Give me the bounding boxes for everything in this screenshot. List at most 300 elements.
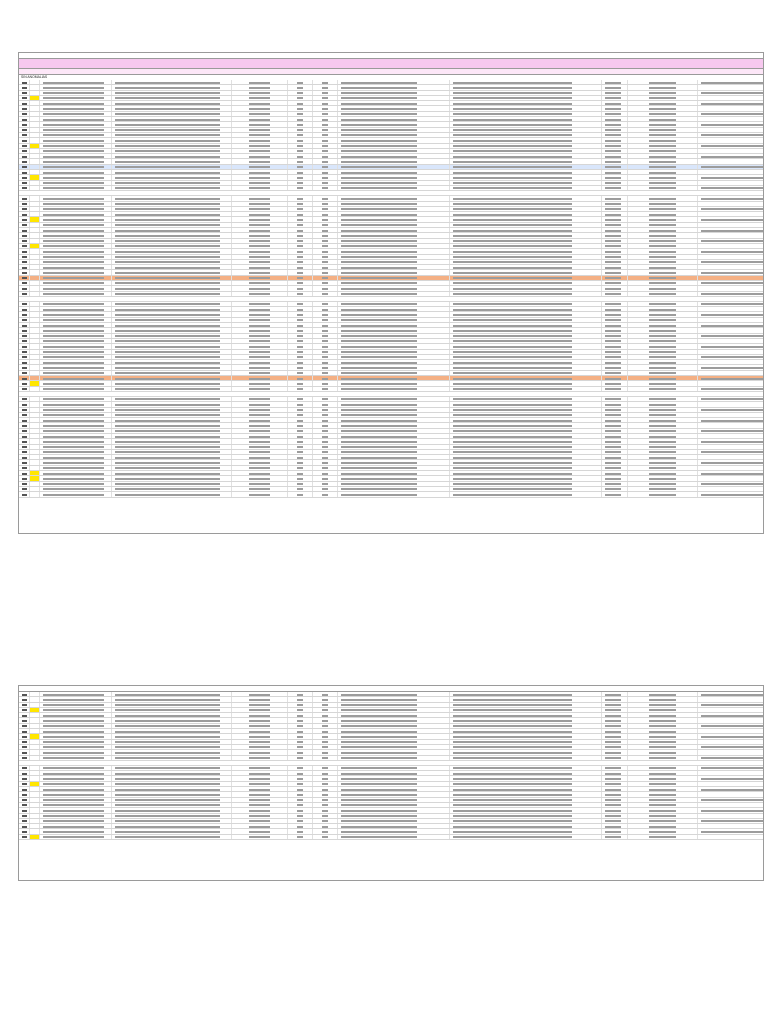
cell-grade [288,244,313,248]
cell-tutor [628,80,698,84]
cell-curp [112,112,232,116]
cell-tutor [628,328,698,332]
cell-grade [288,170,313,174]
cell-sex [232,418,288,422]
cell-num [19,202,30,206]
cell-group [313,829,338,833]
cell-flag [30,96,40,100]
cell-tutor [628,713,698,717]
cell-sex [232,117,288,121]
cell-group [313,312,338,316]
cell-cp [602,835,628,839]
cell-num [19,734,30,738]
cell-guardian [338,814,450,818]
cell-num [19,286,30,290]
cell-cp [602,339,628,343]
cell-cp [602,724,628,728]
cell-cp [602,144,628,148]
cell-name [40,829,112,833]
cell-grade [288,756,313,760]
cell-tutor [628,101,698,105]
cell-flag [30,159,40,163]
cell-grade [288,718,313,722]
cell-tutor [628,106,698,110]
cell-flag [30,196,40,200]
cell-num [19,376,30,380]
cell-contacts [698,819,768,823]
cell-flag [30,771,40,775]
cell-guardian-full [450,487,602,491]
cell-grade [288,434,313,438]
cell-contacts [698,360,768,364]
cell-tutor [628,434,698,438]
cell-contacts [698,344,768,348]
cell-flag [30,750,40,754]
cell-name [40,244,112,248]
cell-sex [232,276,288,280]
cell-guardian-full [450,713,602,717]
cell-cp [602,787,628,791]
cell-guardian-full [450,312,602,316]
cell-contacts [698,255,768,259]
cell-curp [112,312,232,316]
cell-guardian-full [450,186,602,190]
cell-group [313,181,338,185]
cell-name [40,312,112,316]
cell-flag [30,228,40,232]
cell-sex [232,771,288,775]
cell-grade [288,307,313,311]
cell-cp [602,829,628,833]
cell-sex [232,718,288,722]
cell-num [19,365,30,369]
cell-sex [232,334,288,338]
cell-guardian [338,318,450,322]
cell-group [313,328,338,332]
cell-contacts [698,482,768,486]
cell-curp [112,276,232,280]
cell-curp [112,207,232,211]
cell-flag [30,787,40,791]
cell-tutor [628,344,698,348]
cell-contacts [698,824,768,828]
cell-cp [602,334,628,338]
cell-grade [288,429,313,433]
cell-grade [288,460,313,464]
cell-group [313,740,338,744]
cell-cp [602,318,628,322]
cell-flag [30,334,40,338]
cell-curp [112,144,232,148]
cell-name [40,713,112,717]
cell-curp [112,138,232,142]
cell-guardian [338,249,450,253]
cell-sex [232,149,288,153]
cell-cp [602,175,628,179]
cell-name [40,170,112,174]
cell-flag [30,471,40,475]
cell-group [313,835,338,839]
cell-curp [112,766,232,770]
cell-grade [288,776,313,780]
cell-grade [288,397,313,401]
cell-sex [232,133,288,137]
cell-group [313,112,338,116]
cell-guardian [338,165,450,169]
cell-sex [232,402,288,406]
table-row [19,835,763,840]
cell-cp [602,276,628,280]
cell-guardian-full [450,350,602,354]
cell-group [313,270,338,274]
cell-grade [288,149,313,153]
cell-cp [602,302,628,306]
cell-num [19,476,30,480]
cell-sex [232,408,288,412]
cell-tutor [628,233,698,237]
cell-group [313,196,338,200]
cell-guardian [338,734,450,738]
cell-guardian [338,445,450,449]
cell-name [40,96,112,100]
cell-contacts [698,286,768,290]
cell-group [313,455,338,459]
cell-sex [232,339,288,343]
cell-cp [602,260,628,264]
cell-name [40,697,112,701]
cell-guardian-full [450,328,602,332]
cell-grade [288,487,313,491]
cell-flag [30,476,40,480]
cell-guardian [338,138,450,142]
cell-guardian-full [450,835,602,839]
cell-group [313,101,338,105]
cell-name [40,729,112,733]
cell-cp [602,418,628,422]
cell-name [40,734,112,738]
cell-contacts [698,471,768,475]
cell-name [40,476,112,480]
cell-curp [112,202,232,206]
cell-contacts [698,281,768,285]
cell-name [40,207,112,211]
cell-num [19,228,30,232]
cell-grade [288,734,313,738]
cell-guardian [338,429,450,433]
cell-num [19,302,30,306]
cell-name [40,223,112,227]
cell-name [40,724,112,728]
cell-name [40,233,112,237]
cell-sex [232,740,288,744]
cell-guardian-full [450,249,602,253]
cell-flag [30,202,40,206]
cell-guardian-full [450,408,602,412]
cell-flag [30,803,40,807]
cell-tutor [628,117,698,121]
cell-grade [288,466,313,470]
cell-num [19,80,30,84]
cell-guardian-full [450,101,602,105]
cell-cp [602,798,628,802]
cell-contacts [698,750,768,754]
cell-cp [602,450,628,454]
cell-num [19,344,30,348]
cell-group [313,244,338,248]
cell-guardian [338,413,450,417]
cell-contacts [698,302,768,306]
cell-guardian-full [450,117,602,121]
cell-cp [602,460,628,464]
cell-tutor [628,85,698,89]
cell-grade [288,803,313,807]
cell-sex [232,212,288,216]
cell-curp [112,803,232,807]
cell-name [40,776,112,780]
cell-name [40,466,112,470]
cell-flag [30,144,40,148]
cell-contacts [698,455,768,459]
cell-name [40,122,112,126]
cell-curp [112,455,232,459]
cell-guardian-full [450,355,602,359]
cell-sex [232,835,288,839]
cell-guardian-full [450,423,602,427]
cell-flag [30,376,40,380]
cell-tutor [628,808,698,812]
cell-num [19,85,30,89]
cell-grade [288,782,313,786]
cell-flag [30,292,40,296]
cell-grade [288,312,313,316]
cell-num [19,819,30,823]
cell-tutor [628,249,698,253]
cell-curp [112,729,232,733]
cell-guardian [338,212,450,216]
cell-guardian-full [450,776,602,780]
cell-tutor [628,771,698,775]
cell-group [313,186,338,190]
cell-name [40,792,112,796]
cell-grade [288,265,313,269]
cell-tutor [628,207,698,211]
cell-flag [30,106,40,110]
cell-num [19,745,30,749]
cell-cp [602,466,628,470]
cell-flag [30,312,40,316]
cell-sex [232,824,288,828]
cell-sex [232,766,288,770]
cell-group [313,96,338,100]
cell-sex [232,307,288,311]
cell-curp [112,360,232,364]
cell-curp [112,792,232,796]
cell-guardian-full [450,402,602,406]
cell-grade [288,402,313,406]
cell-contacts [698,371,768,375]
cell-flag [30,418,40,422]
cell-num [19,803,30,807]
cell-num [19,175,30,179]
cell-name [40,165,112,169]
cell-guardian [338,708,450,712]
cell-curp [112,244,232,248]
cell-contacts [698,829,768,833]
cell-guardian [338,101,450,105]
cell-group [313,476,338,480]
cell-num [19,408,30,412]
cell-guardian [338,371,450,375]
cell-curp [112,106,232,110]
cell-name [40,798,112,802]
cell-curp [112,445,232,449]
cell-num [19,128,30,132]
cell-tutor [628,423,698,427]
cell-name [40,455,112,459]
cell-flag [30,112,40,116]
cell-sex [232,154,288,158]
cell-num [19,223,30,227]
cell-tutor [628,170,698,174]
cell-guardian [338,265,450,269]
cell-contacts [698,91,768,95]
cell-name [40,350,112,354]
cell-guardian-full [450,318,602,322]
cell-curp [112,323,232,327]
cell-cp [602,344,628,348]
cell-contacts [698,476,768,480]
cell-num [19,724,30,728]
cell-flag [30,212,40,216]
cell-num [19,165,30,169]
table-row [19,492,763,497]
cell-grade [288,101,313,105]
cell-tutor [628,724,698,728]
cell-cp [602,792,628,796]
cell-tutor [628,750,698,754]
cell-sex [232,217,288,221]
cell-name [40,302,112,306]
cell-group [313,766,338,770]
cell-guardian [338,365,450,369]
cell-sex [232,128,288,132]
cell-guardian [338,798,450,802]
cell-guardian-full [450,450,602,454]
cell-name [40,718,112,722]
cell-num [19,360,30,364]
cell-guardian [338,713,450,717]
cell-guardian [338,476,450,480]
cell-sex [232,450,288,454]
cell-flag [30,255,40,259]
cell-tutor [628,798,698,802]
cell-tutor [628,281,698,285]
cell-sex [232,165,288,169]
cell-guardian [338,824,450,828]
cell-flag [30,365,40,369]
cell-grade [288,96,313,100]
cell-num [19,249,30,253]
cell-contacts [698,101,768,105]
cell-curp [112,181,232,185]
cell-guardian [338,328,450,332]
cell-tutor [628,450,698,454]
cell-guardian-full [450,482,602,486]
cell-guardian [338,228,450,232]
cell-cp [602,138,628,142]
cell-name [40,80,112,84]
cell-group [313,697,338,701]
cell-cp [602,397,628,401]
cell-tutor [628,466,698,470]
cell-tutor [628,387,698,391]
cell-sex [232,244,288,248]
cell-grade [288,835,313,839]
cell-guardian [338,776,450,780]
cell-group [313,339,338,343]
cell-flag [30,355,40,359]
cell-name [40,260,112,264]
cell-guardian [338,381,450,385]
cell-group [313,233,338,237]
cell-guardian [338,750,450,754]
cell-grade [288,365,313,369]
cell-name [40,397,112,401]
cell-tutor [628,487,698,491]
cell-name [40,371,112,375]
cell-guardian [338,186,450,190]
cell-group [313,292,338,296]
cell-num [19,492,30,496]
cell-num [19,756,30,760]
cell-curp [112,186,232,190]
cell-guardian-full [450,703,602,707]
cell-grade [288,455,313,459]
cell-sex [232,328,288,332]
cell-name [40,128,112,132]
cell-guardian [338,133,450,137]
cell-grade [288,106,313,110]
cell-curp [112,344,232,348]
cell-tutor [628,239,698,243]
cell-num [19,181,30,185]
cell-grade [288,202,313,206]
cell-tutor [628,829,698,833]
cell-name [40,814,112,818]
cell-cp [602,782,628,786]
cell-grade [288,318,313,322]
cell-guardian [338,270,450,274]
cell-name [40,106,112,110]
cell-guardian-full [450,434,602,438]
cell-guardian [338,85,450,89]
cell-num [19,808,30,812]
cell-grade [288,175,313,179]
cell-name [40,228,112,232]
cell-grade [288,159,313,163]
cell-name [40,756,112,760]
cell-guardian [338,181,450,185]
cell-curp [112,697,232,701]
cell-guardian-full [450,292,602,296]
cell-cp [602,703,628,707]
cell-sex [232,476,288,480]
cell-curp [112,255,232,259]
cell-num [19,281,30,285]
cell-contacts [698,265,768,269]
cell-curp [112,228,232,232]
cell-guardian-full [450,334,602,338]
